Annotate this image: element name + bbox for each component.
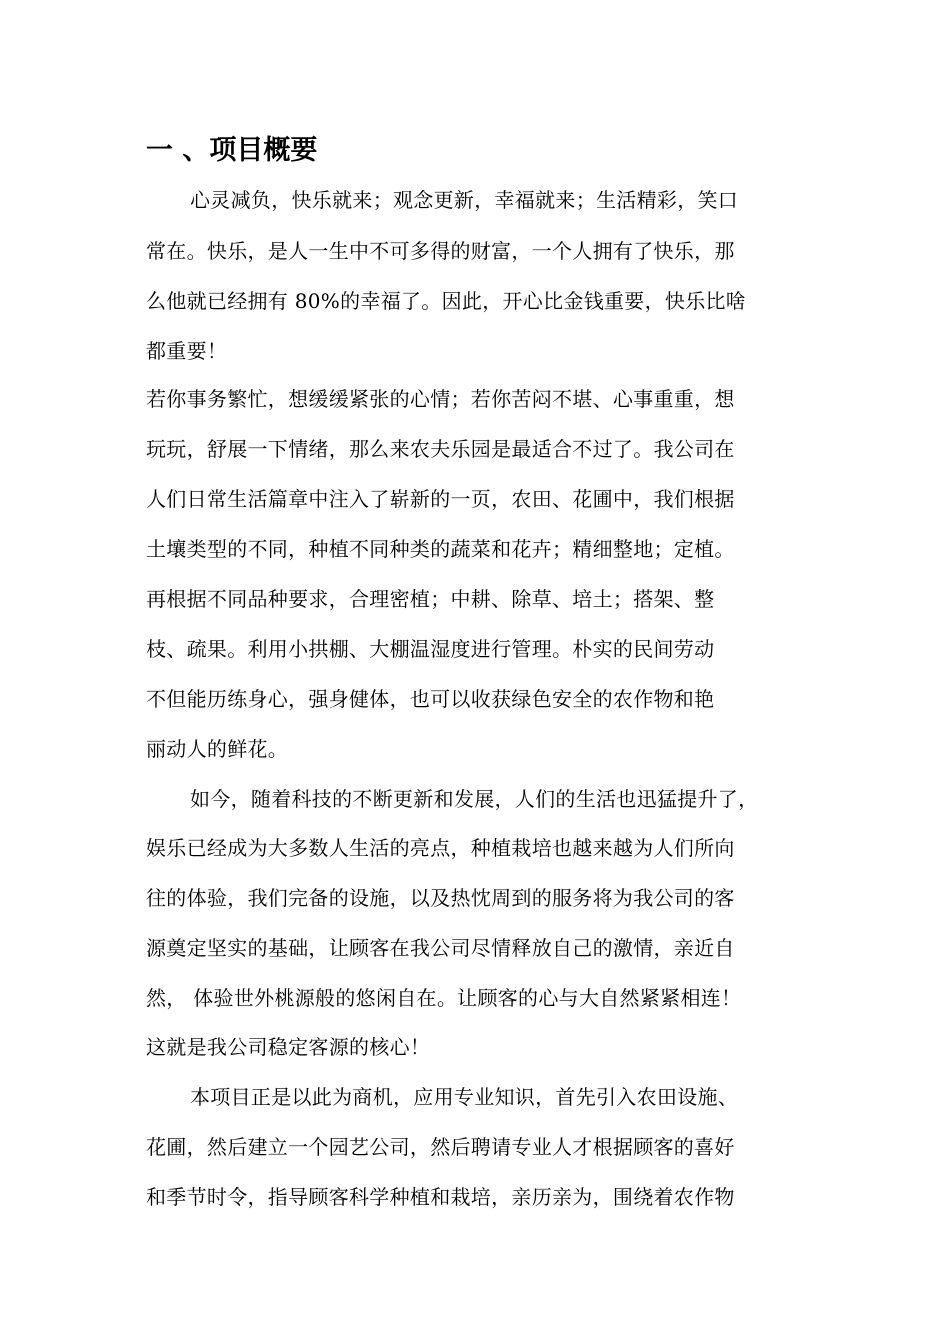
paragraph-line: 心灵减负，快乐就来；观念更新，幸福就来；生活精彩，笑口	[190, 188, 739, 212]
paragraph-line: 和季节时令，指导顾客科学种植和栽培，亲历亲为，围绕着农作物	[146, 1185, 735, 1209]
paragraph-line: 源奠定坚实的基础，让顾客在我公司尽情释放自己的激情，亲近自	[146, 936, 735, 960]
paragraph-line: 若你事务繁忙，想缓缓紧张的心情；若你苦闷不堪、心事重重，想	[146, 387, 735, 411]
paragraph-line: 本项目正是以此为商机，应用专业知识，首先引入农田设施、	[190, 1085, 739, 1109]
paragraph-line: 常在。快乐，是人一生中不可多得的财富，一个人拥有了快乐，那	[146, 239, 735, 263]
paragraph-line: 土壤类型的不同，种植不同种类的蔬菜和花卉；精细整地；定植。	[146, 537, 735, 561]
paragraph-line: 往的体验，我们完备的设施，以及热忱周到的服务将为我公司的客	[146, 886, 735, 910]
paragraph-line: 都重要！	[146, 339, 228, 363]
paragraph-line: 丽动人的鲜花。	[146, 737, 289, 761]
paragraph-line: 玩玩，舒展一下情绪，那么来农夫乐园是最适合不过了。我公司在	[146, 437, 735, 461]
paragraph-line: 花圃，然后建立一个园艺公司，然后聘请专业人才根据顾客的喜好	[146, 1135, 735, 1159]
paragraph-line: 再根据不同品种要求，合理密植；中耕、除草、培土；搭架、整	[146, 587, 715, 611]
paragraph-line: 然， 体验世外桃源般的悠闲自在。让顾客的心与大自然紧紧相连！	[146, 986, 742, 1010]
paragraph-line: 不但能历练身心，强身健体，也可以收获绿色安全的农作物和艳	[146, 687, 715, 711]
paragraph-line: 枝、疏果。利用小拱棚、大棚温湿度进行管理。朴实的民间劳动	[146, 637, 715, 661]
paragraph-line: 人们日常生活篇章中注入了崭新的一页，农田、花圃中，我们根据	[146, 487, 735, 511]
paragraph-line: 么他就已经拥有 80%的幸福了。因此，开心比金钱重要，快乐比啥	[146, 289, 747, 313]
paragraph-line: 这就是我公司稳定客源的核心！	[146, 1035, 431, 1059]
paragraph-line: 娱乐已经成为大多数人生活的亮点，种植栽培也越来越为人们所向	[146, 836, 735, 860]
paragraph-line: 如今，随着科技的不断更新和发展，人们的生活也迅猛提升了，	[190, 787, 759, 811]
section-heading: 一 、项目概要	[146, 135, 318, 166]
